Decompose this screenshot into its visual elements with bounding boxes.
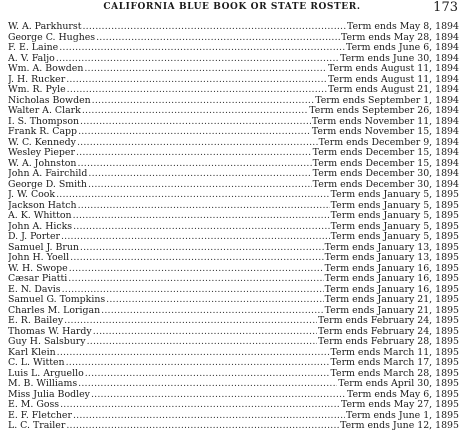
entry-term: Term ends January 5, 1895 <box>330 221 459 232</box>
entry-name: Luis L. Arguello <box>8 368 84 379</box>
entry-name: Thomas W. Hardy <box>8 326 92 337</box>
dot-leader <box>68 274 323 285</box>
list-item <box>8 22 459 33</box>
entry-name: Walter A. Clark <box>8 106 81 116</box>
entry-term: Term ends May 8, 1894 <box>346 22 459 32</box>
dot-leader <box>76 148 312 159</box>
running-title: CALIFORNIA BLUE BOOK OR STATE ROSTER. <box>103 2 361 12</box>
list-item <box>8 127 459 138</box>
dot-leader <box>69 264 324 275</box>
list-item <box>8 33 459 44</box>
entry-term: Term ends February 24, 1895 <box>318 316 459 326</box>
list-item <box>8 43 459 54</box>
dot-leader <box>56 190 330 201</box>
list-item <box>8 64 459 75</box>
entry-term: Term ends January 21, 1895 <box>324 305 459 316</box>
entry-term: Term ends January 13, 1895 <box>324 253 459 263</box>
entry-name: L. C. Trailer <box>8 421 66 431</box>
list-item <box>8 54 459 65</box>
entry-name: Miss Julia Bodley <box>8 389 90 400</box>
entry-term: Term ends February 24, 1895 <box>318 326 459 337</box>
entry-name: Nicholas Bowden <box>8 95 91 106</box>
dot-leader <box>59 43 345 54</box>
list-item <box>8 201 459 212</box>
dot-leader <box>73 411 345 422</box>
list-item <box>8 138 459 149</box>
dot-leader <box>106 295 324 306</box>
entry-name: Samuel G. Tompkins <box>8 295 106 305</box>
list-item <box>8 106 459 117</box>
entry-name: W. C. Kennedy <box>8 137 76 148</box>
entry-term: Term ends September 26, 1894 <box>309 106 459 116</box>
dot-leader <box>70 253 324 264</box>
dot-leader <box>80 117 311 128</box>
dot-leader <box>78 201 330 212</box>
entry-term: Term ends August 11, 1894 <box>328 74 459 85</box>
list-item <box>8 358 459 369</box>
entry-term: Term ends January 5, 1895 <box>330 211 459 221</box>
dot-leader <box>60 400 340 411</box>
dot-leader <box>66 75 327 86</box>
entry-name: C. L. Witten <box>8 358 65 368</box>
entry-name: F. E. Laine <box>8 43 59 53</box>
dot-leader <box>85 369 330 380</box>
entry-name: Karl Klein <box>8 347 56 358</box>
list-item <box>8 337 459 348</box>
dot-leader <box>92 96 315 107</box>
entry-name: Jackson Hatch <box>8 200 77 211</box>
entry-name: E. F. Fletcher <box>8 410 72 421</box>
list-item <box>8 390 459 401</box>
list-item <box>8 306 459 317</box>
list-item <box>8 316 459 327</box>
list-item <box>8 159 459 170</box>
entry-term: Term ends January 13, 1895 <box>324 242 459 253</box>
entry-name: J. H. Rucker <box>8 74 66 85</box>
entry-name: E. M. Goss <box>8 400 60 410</box>
entry-name: John A. Hicks <box>8 221 73 232</box>
list-item <box>8 232 459 243</box>
entry-name: E. N. Davis <box>8 284 61 295</box>
dot-leader <box>62 285 324 296</box>
entry-term: Term ends May 27, 1895 <box>340 400 459 410</box>
page-number: 173 <box>433 0 458 15</box>
list-item <box>8 243 459 254</box>
entry-name: Wesley Pieper <box>8 148 75 158</box>
entry-term: Term ends August 21, 1894 <box>328 85 459 95</box>
dot-leader <box>61 232 330 243</box>
roster-list <box>8 22 459 432</box>
list-item <box>8 75 459 86</box>
list-item <box>8 180 459 191</box>
entry-name: Guy H. Salsbury <box>8 337 86 347</box>
dot-leader <box>56 54 339 65</box>
entry-name: A. V. Faljo <box>8 53 55 64</box>
entry-name: I. S. Thompson <box>8 116 80 127</box>
dot-leader <box>78 379 337 390</box>
entry-name: Samuel J. Brun <box>8 242 79 253</box>
entry-term: Term ends January 5, 1895 <box>330 232 459 242</box>
entry-name: John H. Yoell <box>8 253 70 263</box>
entry-name: W. A. Parkhurst <box>8 22 82 32</box>
entry-name: E. R. Bailey <box>8 316 64 326</box>
entry-term: Term ends January 16, 1895 <box>324 263 459 274</box>
entry-name: J. W. Cook <box>8 190 56 200</box>
list-item <box>8 96 459 107</box>
entry-term: Term ends December 9, 1894 <box>318 137 459 148</box>
entry-term: Term ends November 15, 1894 <box>311 127 459 137</box>
entry-term: Term ends June 6, 1894 <box>346 43 459 53</box>
list-item <box>8 295 459 306</box>
dot-leader <box>88 180 312 191</box>
entry-name: John A. Fairchild <box>8 169 88 179</box>
list-item <box>8 369 459 380</box>
entry-term: Term ends January 5, 1895 <box>330 190 459 200</box>
list-item <box>8 400 459 411</box>
entry-term: Term ends December 30, 1894 <box>312 169 459 179</box>
entry-term: Term ends August 11, 1894 <box>328 64 459 74</box>
list-item <box>8 348 459 359</box>
entry-name: W. A. Johnston <box>8 158 77 169</box>
dot-leader <box>82 106 308 117</box>
dot-leader <box>93 327 317 338</box>
list-item <box>8 211 459 222</box>
entry-term: Term ends January 5, 1895 <box>330 200 459 211</box>
dot-leader <box>66 421 339 432</box>
list-item <box>8 274 459 285</box>
list-item <box>8 285 459 296</box>
dot-leader <box>88 169 311 180</box>
list-item <box>8 117 459 128</box>
entry-name: A. K. Whitton <box>8 211 72 221</box>
dot-leader <box>73 222 330 233</box>
dot-leader <box>67 85 327 96</box>
entry-term: Term ends November 11, 1894 <box>311 116 459 127</box>
entry-name: George C. Hughes <box>8 32 96 43</box>
list-item <box>8 85 459 96</box>
page-header <box>0 0 464 20</box>
entry-term: Term ends March 11, 1895 <box>330 347 459 358</box>
entry-name: Cæsar Piatti <box>8 274 68 284</box>
entry-term: Term ends March 17, 1895 <box>330 358 459 368</box>
entry-name: W. H. Swope <box>8 263 68 274</box>
entry-name: George D. Smith <box>8 179 87 190</box>
list-item <box>8 264 459 275</box>
list-item <box>8 379 459 390</box>
list-item <box>8 169 459 180</box>
dot-leader <box>87 337 317 348</box>
dot-leader <box>91 390 346 401</box>
entry-name: Wm. A. Bowden <box>8 64 84 74</box>
dot-leader <box>73 211 330 222</box>
dot-leader <box>77 138 318 149</box>
entry-term: Term ends December 15, 1894 <box>312 158 459 169</box>
entry-term: Term ends December 15, 1894 <box>312 148 459 158</box>
entry-term: Term ends May 28, 1894 <box>340 32 459 43</box>
dot-leader <box>77 159 311 170</box>
dot-leader <box>66 358 330 369</box>
entry-name: Wm. R. Pyle <box>8 85 66 95</box>
list-item <box>8 222 459 233</box>
dot-leader <box>78 127 311 138</box>
dot-leader <box>80 243 324 254</box>
dot-leader <box>96 33 340 44</box>
entry-name: M. B. Williams <box>8 379 78 389</box>
entry-term: Term ends June 12, 1895 <box>340 421 459 431</box>
dot-leader <box>64 316 317 327</box>
list-item <box>8 253 459 264</box>
list-item <box>8 421 459 432</box>
entry-term: Term ends March 28, 1895 <box>330 368 459 379</box>
list-item <box>8 411 459 422</box>
entry-term: Term ends May 6, 1895 <box>346 389 459 400</box>
dot-leader <box>82 22 345 33</box>
entry-term: Term ends December 30, 1894 <box>312 179 459 190</box>
entry-name: D. J. Porter <box>8 232 60 242</box>
entry-term: Term ends June 30, 1894 <box>340 53 459 64</box>
entry-name: Charles M. Lorigan <box>8 305 101 316</box>
list-item <box>8 190 459 201</box>
entry-term: Term ends April 30, 1895 <box>338 379 459 389</box>
dot-leader <box>57 348 330 359</box>
dot-leader <box>101 306 324 317</box>
entry-term: Term ends January 21, 1895 <box>324 295 459 305</box>
entry-term: Term ends September 1, 1894 <box>315 95 459 106</box>
entry-term: Term ends January 16, 1895 <box>324 284 459 295</box>
entry-term: Term ends January 16, 1895 <box>324 274 459 284</box>
entry-term: Term ends February 28, 1895 <box>318 337 459 347</box>
dot-leader <box>84 64 327 75</box>
list-item <box>8 148 459 159</box>
entry-term: Term ends June 1, 1895 <box>346 410 459 421</box>
entry-name: Frank R. Capp <box>8 127 78 137</box>
list-item <box>8 327 459 338</box>
